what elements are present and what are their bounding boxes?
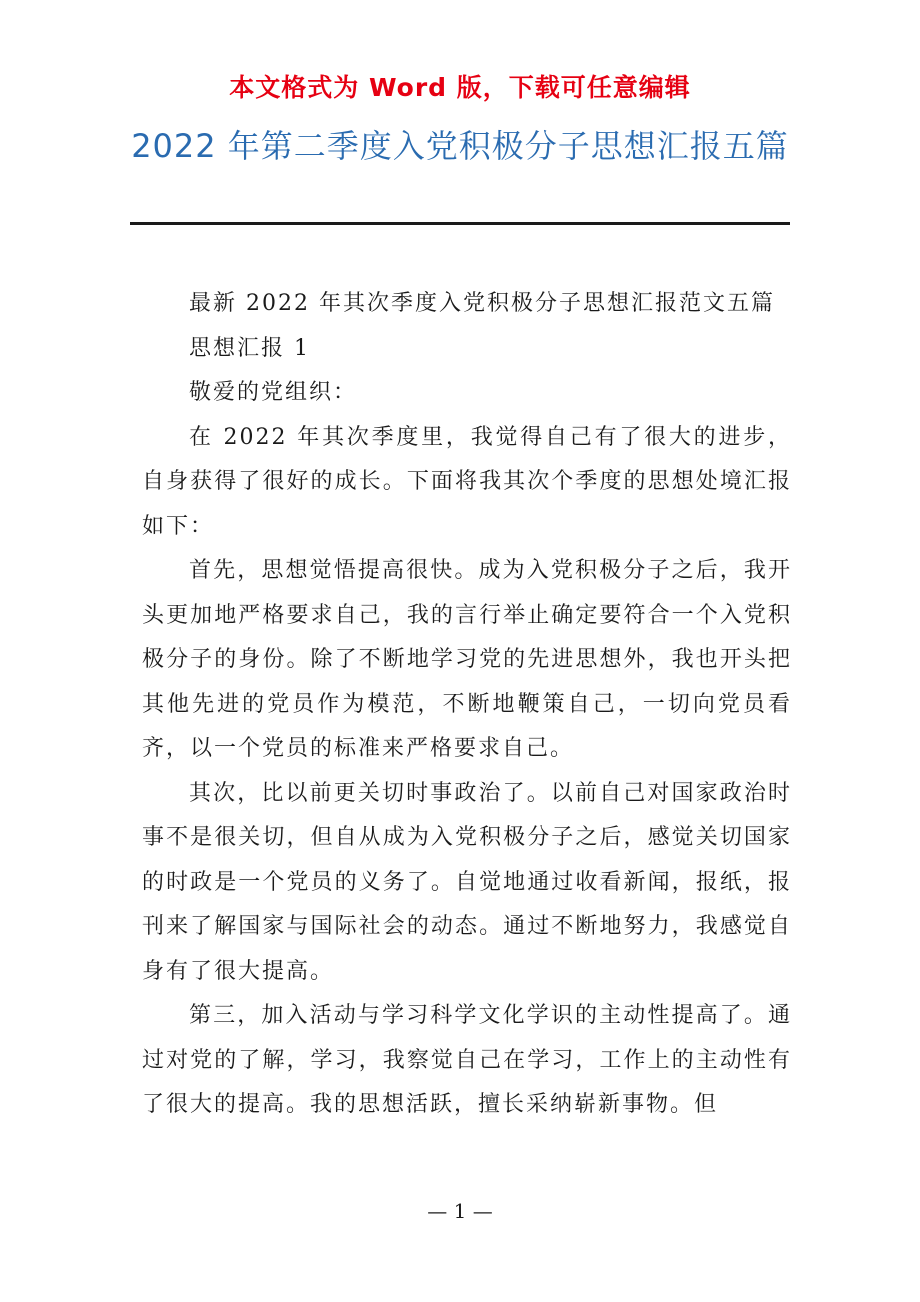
paragraph-subtitle: 最新 2022 年其次季度入党积极分子思想汇报范文五篇: [189, 291, 775, 316]
paragraph-report-heading: 思想汇报 1: [189, 335, 310, 361]
paragraph-first: 首先，思想觉悟提高很快。成为入党积极分子之后，我开头更加地严格要求自己，我的言行举止确定要符合一个入党积极分子的身份。除了不断地学习党的先进思想外，我也开头把其他先进的党员作为模范，不断地鞭策自己，一切向党员看齐，以一个党员的标准来严格要求自己。: [142, 558, 792, 761]
page-number: — 1 —: [427, 1199, 493, 1223]
title-divider: [130, 222, 790, 225]
paragraph-salutation: 敬爱的党组织：: [189, 380, 358, 405]
paragraph-second: 其次，比以前更关切时事政治了。以前自己对国家政治时事不是很关切，但自从成为入党积极分子之后，感觉关切国家的时政是一个党员的义务了。自觉地通过收看新闻，报纸，报刊来了解国家与国际社会的动态。通过不断地努力，我感觉自身有了很大提高。: [142, 780, 792, 984]
paragraph-third: 第三，加入活动与学习科学文化学识的主动性提高了。通过对党的了解，学习，我察觉自己在学习，工作上的主动性有了很大的提高。我的思想活跃，擅长采纳崭新事物。但: [142, 1003, 792, 1117]
format-notice: 本文格式为 Word 版，下载可任意编辑: [229, 73, 691, 102]
paragraph-intro: 在 2022 年其次季度里，我觉得自己有了很大的进步，自身获得了很好的成长。下面将我其次个季度的思想处境汇报如下：: [142, 424, 792, 539]
document-body: [142, 282, 792, 1128]
document-title: 2022 年第二季度入党积极分子思想汇报五篇: [131, 127, 789, 165]
